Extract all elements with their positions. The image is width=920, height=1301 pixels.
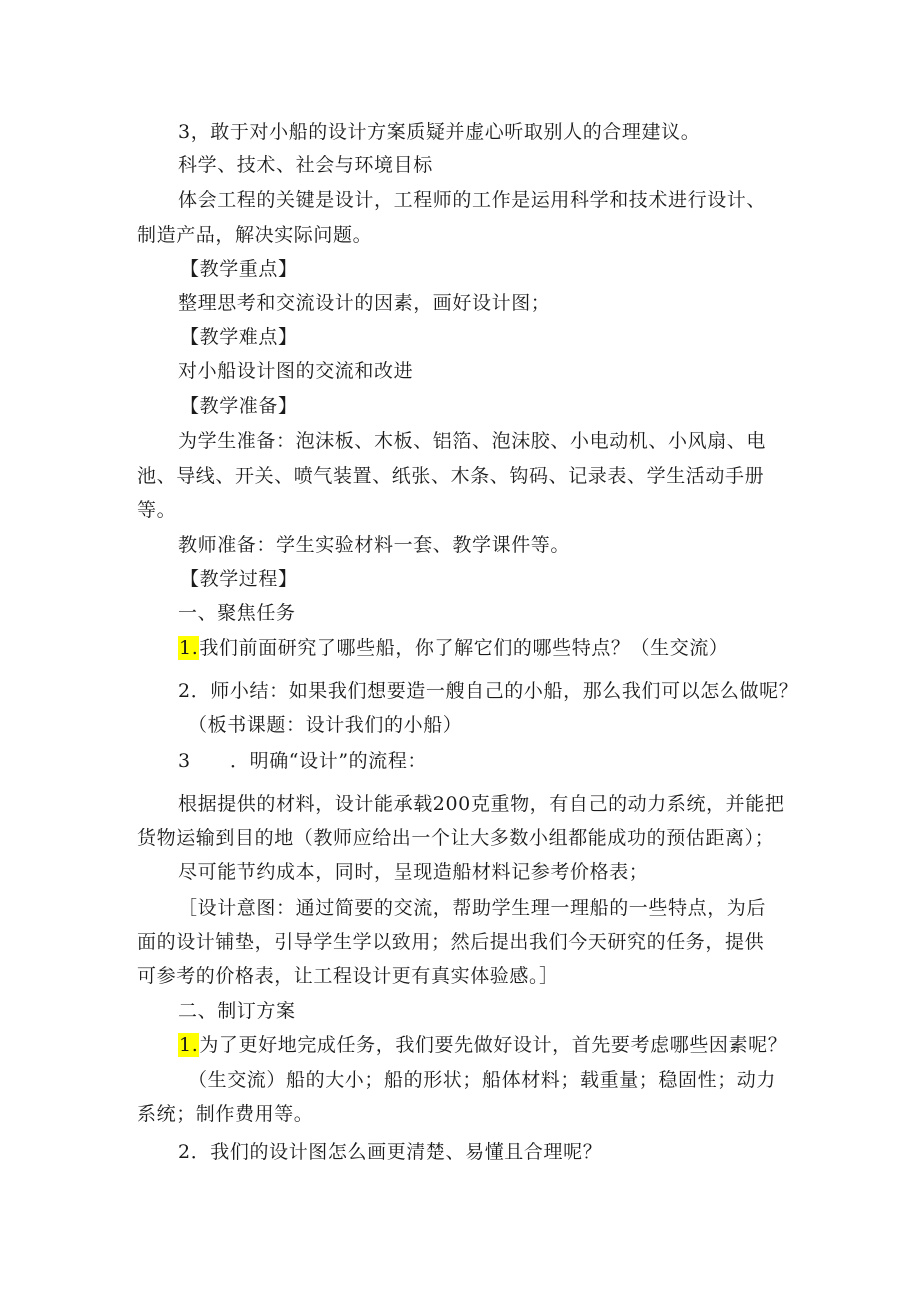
paragraph-line: （生交流）船的大小；船的形状；船体材料；载重量；稳固性；动力 <box>188 1069 777 1091</box>
paragraph-line: 系统；制作费用等。 <box>137 1103 314 1125</box>
paragraph-line: 教师准备：学生实验材料一套、教学课件等。 <box>178 534 571 556</box>
paragraph-line: 为学生准备：泡沫板、木板、铝箔、泡沫胶、小电动机、小风扇、电 <box>178 430 767 452</box>
line-text: ．明确“设计”的流程： <box>230 750 428 772</box>
design-intent-line: 面的设计铺垫，引导学生学以致用；然后提出我们今天研究的任务，提供 <box>137 931 765 953</box>
paragraph-line: 对小船设计图的交流和改进 <box>178 360 414 382</box>
list-item-2 <box>178 679 798 703</box>
list-item-1 <box>178 1033 787 1057</box>
paragraph-line: 制造产品，解决实际问题。 <box>137 224 373 246</box>
line-text: 我们前面研究了哪些船，你了解它们的哪些特点？（生交流） <box>199 637 729 659</box>
line-text: ．师小结：如果我们想要造一艘自己的小船，那么我们可以怎么做呢？ <box>190 680 799 702</box>
paragraph-line: （板书课题：设计我们的小船） <box>188 714 463 736</box>
item-number: 2 <box>178 680 191 702</box>
design-intent-line: ［设计意图：通过简要的交流，帮助学生理一理船的一些特点，为后 <box>178 897 767 919</box>
item-number-highlighted: 1. <box>179 637 199 659</box>
paragraph-line: 尽可能节约成本，同时，呈现造船材料记参考价格表； <box>178 861 649 883</box>
list-item-3 <box>178 749 427 773</box>
paragraph-line: 整理思考和交流设计的因素，画好设计图； <box>178 292 551 314</box>
paragraph-line: 等。 <box>137 499 177 521</box>
line-text: ．我们的设计图怎么画更清楚、易懂且合理呢？ <box>190 1141 603 1163</box>
objective-line-3 <box>178 120 700 144</box>
item-number-highlighted: 1. <box>179 1034 199 1056</box>
paragraph-line: 体会工程的关键是设计，工程师的工作是运用科学和技术进行设计、 <box>178 189 767 211</box>
section-heading-focus-task: 一、聚焦任务 <box>178 602 296 624</box>
paragraph-line: 池、导线、开关、喷气装置、纸张、木条、钩码、记录表、学生活动手册 <box>137 465 765 487</box>
heading-teaching-process: 【教学过程】 <box>180 568 298 590</box>
heading-teaching-focus: 【教学重点】 <box>180 258 298 280</box>
design-intent-line: 可参考的价格表，让工程设计更有真实体验感。］ <box>137 965 559 987</box>
list-item-1 <box>178 636 729 660</box>
line-text: ，敢于对小船的设计方案质疑并虚心听取别人的合理建议。 <box>190 121 701 143</box>
item-number: 3 <box>178 750 191 772</box>
heading-teaching-difficulty: 【教学难点】 <box>180 326 298 348</box>
section-heading-make-plan: 二、制订方案 <box>178 1000 296 1022</box>
heading-teaching-preparation: 【教学准备】 <box>180 395 298 417</box>
item-number: 2 <box>178 1141 191 1163</box>
paragraph-line: 货物运输到目的地（教师应给出一个让大多数小组都能成功的预估距离）； <box>137 827 775 849</box>
list-item-2 <box>178 1140 602 1164</box>
item-number: 3 <box>178 121 191 143</box>
paragraph-line: 根据提供的材料，设计能承载200克重物，有自己的动力系统，并能把 <box>178 793 785 815</box>
section-heading-sts: 科学、技术、社会与环境目标 <box>178 154 433 176</box>
line-text: 为了更好地完成任务，我们要先做好设计，首先要考虑哪些因素呢？ <box>199 1034 788 1056</box>
